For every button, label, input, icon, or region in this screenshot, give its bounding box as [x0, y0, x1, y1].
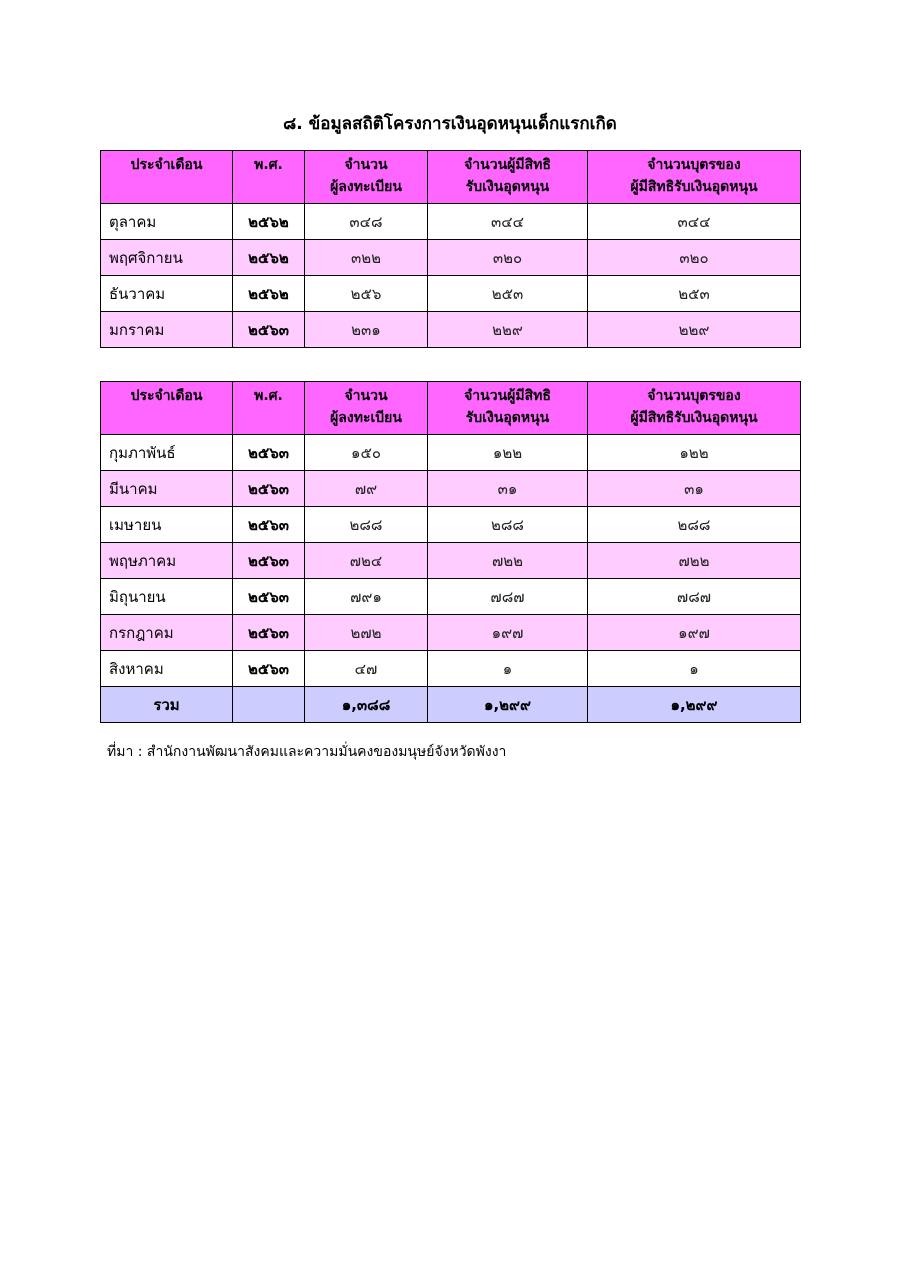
children-cell: ๓๒๐ [588, 240, 801, 276]
header-children: จำนวนบุตรของ ผู้มีสิทธิรับเงินอุดหนุน [588, 151, 801, 204]
month-cell: ตุลาคม [101, 204, 233, 240]
year-cell: ๒๕๖๓ [233, 543, 305, 579]
registered-cell: ๔๗ [305, 651, 428, 687]
table-row [101, 543, 801, 579]
stats-table-2 [100, 381, 801, 723]
table-row [101, 615, 801, 651]
header-children: จำนวนบุตรของ ผู้มีสิทธิรับเงินอุดหนุน [588, 382, 801, 435]
stats-table-1 [100, 150, 801, 348]
eligible-cell: ๓๑ [428, 471, 588, 507]
registered-cell: ๑๕๐ [305, 435, 428, 471]
source-note: ที่มา : สำนักงานพัฒนาสังคมและความมั่นคงของมนุษย์จังหวัดพังงา [107, 744, 507, 760]
registered-cell: ๒๘๘ [305, 507, 428, 543]
year-cell: ๒๕๖๒ [233, 204, 305, 240]
month-cell: พฤษภาคม [101, 543, 233, 579]
year-cell: ๒๕๖๒ [233, 240, 305, 276]
year-cell: ๒๕๖๓ [233, 507, 305, 543]
table-row [101, 471, 801, 507]
table-row [101, 312, 801, 348]
month-cell: พฤศจิกายน [101, 240, 233, 276]
eligible-cell: ๒๘๘ [428, 507, 588, 543]
document-title: ๘. ข้อมูลสถิติโครงการเงินอุดหนุนเด็กแรกเกิด [283, 114, 617, 134]
children-cell: ๒๕๓ [588, 276, 801, 312]
total-children-cell: ๑,๒๙๙ [588, 687, 801, 723]
children-cell: ๑ [588, 651, 801, 687]
month-cell: กุมภาพันธ์ [101, 435, 233, 471]
children-cell: ๗๒๒ [588, 543, 801, 579]
children-cell: ๗๘๗ [588, 579, 801, 615]
table-row [101, 435, 801, 471]
registered-cell: ๒๕๖ [305, 276, 428, 312]
children-cell: ๓๑ [588, 471, 801, 507]
total-eligible-cell: ๑,๒๙๙ [428, 687, 588, 723]
table-row [101, 507, 801, 543]
year-cell: ๒๕๖๓ [233, 471, 305, 507]
total-year-cell [233, 687, 305, 723]
table-header-row [101, 151, 801, 204]
header-month: ประจำเดือน [101, 151, 233, 204]
header-eligible: จำนวนผู้มีสิทธิ รับเงินอุดหนุน [428, 151, 588, 204]
total-row [101, 687, 801, 723]
year-cell: ๒๕๖๓ [233, 615, 305, 651]
children-cell: ๑๒๒ [588, 435, 801, 471]
table-row [101, 204, 801, 240]
year-cell: ๒๕๖๓ [233, 651, 305, 687]
registered-cell: ๓๒๒ [305, 240, 428, 276]
month-cell: มิถุนายน [101, 579, 233, 615]
table-row [101, 276, 801, 312]
year-cell: ๒๕๖๓ [233, 312, 305, 348]
table-row [101, 579, 801, 615]
eligible-cell: ๗๘๗ [428, 579, 588, 615]
registered-cell: ๒๗๒ [305, 615, 428, 651]
eligible-cell: ๑ [428, 651, 588, 687]
header-month: ประจำเดือน [101, 382, 233, 435]
total-label: รวม [101, 687, 233, 723]
total-registered-cell: ๑,๓๘๘ [305, 687, 428, 723]
table-row [101, 240, 801, 276]
eligible-cell: ๒๒๙ [428, 312, 588, 348]
children-cell: ๑๙๗ [588, 615, 801, 651]
month-cell: กรกฎาคม [101, 615, 233, 651]
eligible-cell: ๒๕๓ [428, 276, 588, 312]
registered-cell: ๗๒๔ [305, 543, 428, 579]
year-cell: ๒๕๖๓ [233, 435, 305, 471]
registered-cell: ๓๔๘ [305, 204, 428, 240]
year-cell: ๒๕๖๓ [233, 579, 305, 615]
month-cell: มกราคม [101, 312, 233, 348]
table-row [101, 651, 801, 687]
header-year: พ.ศ. [233, 382, 305, 435]
header-registered: จำนวน ผู้ลงทะเบียน [305, 382, 428, 435]
registered-cell: ๗๙ [305, 471, 428, 507]
month-cell: ธันวาคม [101, 276, 233, 312]
table-header-row [101, 382, 801, 435]
registered-cell: ๒๓๑ [305, 312, 428, 348]
header-eligible: จำนวนผู้มีสิทธิ รับเงินอุดหนุน [428, 382, 588, 435]
children-cell: ๒๒๙ [588, 312, 801, 348]
eligible-cell: ๗๒๒ [428, 543, 588, 579]
eligible-cell: ๓๔๔ [428, 204, 588, 240]
header-registered: จำนวน ผู้ลงทะเบียน [305, 151, 428, 204]
eligible-cell: ๑๒๒ [428, 435, 588, 471]
children-cell: ๓๔๔ [588, 204, 801, 240]
header-year: พ.ศ. [233, 151, 305, 204]
eligible-cell: ๑๙๗ [428, 615, 588, 651]
registered-cell: ๗๙๑ [305, 579, 428, 615]
eligible-cell: ๓๒๐ [428, 240, 588, 276]
month-cell: เมษายน [101, 507, 233, 543]
year-cell: ๒๕๖๒ [233, 276, 305, 312]
children-cell: ๒๘๘ [588, 507, 801, 543]
month-cell: สิงหาคม [101, 651, 233, 687]
month-cell: มีนาคม [101, 471, 233, 507]
